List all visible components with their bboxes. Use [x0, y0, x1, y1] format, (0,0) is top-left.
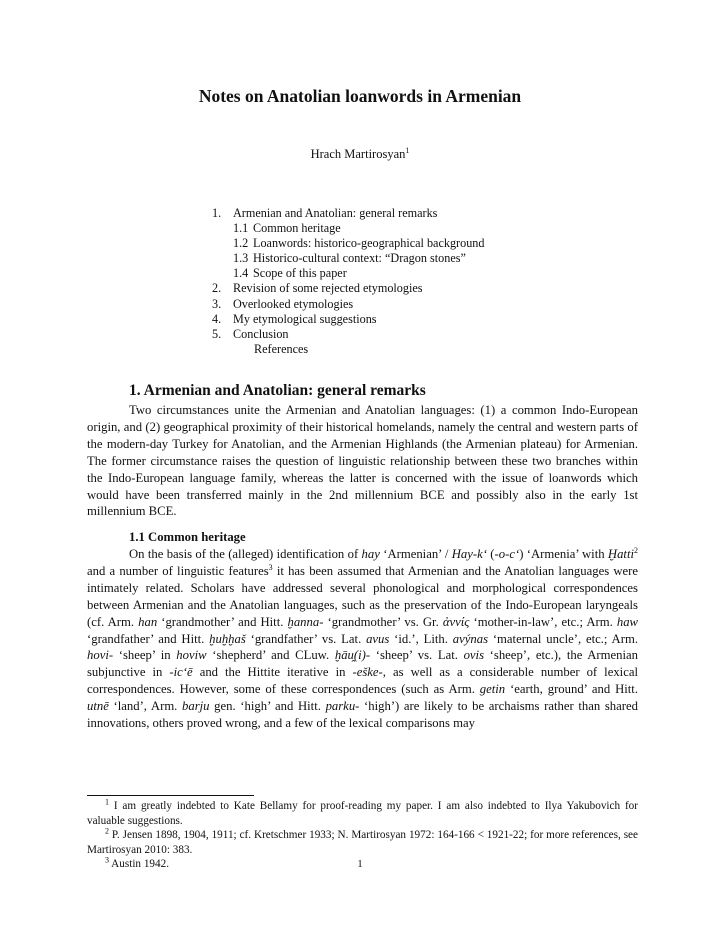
- subsection-heading: 1.1 Common heritage: [129, 530, 246, 544]
- toc-item-label: Scope of this paper: [253, 266, 347, 281]
- toc-item-number: 1.3: [233, 251, 249, 266]
- footnote: $^3$ Austin 1942.: [105, 855, 169, 871]
- footnote-number: 1: [105, 797, 109, 807]
- toc-item-label: My etymological suggestions: [233, 311, 377, 326]
- author-footnote-mark[interactable]: 1: [405, 145, 410, 155]
- footnote: $^1$ I am greatly indebted to Kate Bellamy for proof-reading my paper. I am also indebted to Ilya Yakubovich for valuable suggestions.: [87, 797, 638, 827]
- footnote-separator: [87, 795, 254, 796]
- page-number: 1: [357, 858, 363, 870]
- footnote-mark[interactable]: 3: [268, 562, 273, 572]
- section-heading: 1. Armenian and Anatolian: general remarks: [129, 382, 426, 399]
- toc-item-number: 5.: [212, 326, 222, 341]
- toc-item-number: 3.: [212, 296, 222, 311]
- subsection-paragraph: On the basis of the (alleged) identification of hay ‘Armenian’ / Hay-k‘ (-o-c‘) ‘Armenia’ with Ḫatti$^2$ and a number of linguistic features$^3$ it has been assumed that Armenian and the Anatolian languages were intimately related. Scholars have addressed several phonological and morphological correspondences between Armenian and the Anatolian languages, such as the preservation of the Indo-European laryngeals (cf. Arm. han ‘grandmother’ and Hitt. ḫanna- ‘grandmother’ vs. Gr. ἀννίς ‘mother-in-law’, etc.; Arm. haw ‘grandfather’ and Hitt. ḫuḫḫaš ‘grandfather’ vs. Lat. avus ‘id.’, Lith. avýnas ‘maternal uncle’, etc.; Arm. hovi- ‘sheep’ in hoviw ‘shepherd’ and CLuw. ḫāu̯(i)- ‘sheep’ vs. Lat. ovis ‘sheep’, etc.), the Armenian subjunctive in -ic‘ē and the Hittite iterative in -eške-, as well as a considerable number of lexical correspondences. However, some of these correspondences (such as Arm. getin ‘earth, ground’ and Hitt. utnē ‘land’, Arm. barju gen. ‘high’ and Hitt. parku- ‘high’) are likely to be archaisms rather than shared innovations, others proved wrong, and a few of the lexical comparisons may: [87, 545, 639, 731]
- footnote-number: 2: [105, 826, 109, 836]
- toc-item-number: 1.4: [233, 266, 249, 281]
- toc-item-number: 4.: [212, 311, 222, 326]
- toc-item-label: Overlooked etymologies: [233, 296, 354, 311]
- section-paragraph: Two circumstances unite the Armenian and Anatolian languages: (1) a common Indo-European origin, and (2) geographical proximity of their historical homelands, namely the central and western parts of the modern-day Turkey for Anatolian, and the Armenian Highlands (the Armenian plateau) for Armenian. The former circumstance raises the question of linguistic relationship between these two branches within the Indo-European language family, whereas the latter is concerned with the issue of loanwords which would have been transferred mainly in the 2nd millennium BCE and possibly also in the early 1st millennium BCE.: [87, 403, 638, 519]
- toc-item-number: 1.: [212, 206, 222, 220]
- toc-item-number: 2.: [212, 281, 222, 296]
- author-line: [0, 147, 720, 162]
- footnote-number: 3: [105, 855, 109, 865]
- footnote: $^2$ P. Jensen 1898, 1904, 1911; cf. Kretschmer 1933; N. Martirosyan 1972: 164-166 < 1921-22; for more references, see Martirosyan 2010: 383.: [87, 826, 638, 856]
- toc-item-label: Armenian and Anatolian: general remarks: [233, 206, 438, 220]
- footnote-mark[interactable]: 2: [634, 545, 639, 555]
- paper-title: Notes on Anatolian loanwords in Armenian: [198, 86, 522, 106]
- toc-item-label: Common heritage: [253, 221, 341, 236]
- toc-item-label: Loanwords: historico-geographical background: [253, 236, 485, 251]
- toc-item-number: 1.2: [233, 236, 249, 251]
- author-name: Hrach Martirosyan: [310, 147, 406, 161]
- toc-item-number: 1.1: [233, 221, 249, 236]
- toc-item-label: Historico-cultural context: “Dragon stones”: [253, 251, 466, 266]
- toc-item-label: Conclusion: [233, 326, 289, 341]
- toc-item-label: Revision of some rejected etymologies: [233, 281, 423, 296]
- toc-item-label: References: [254, 341, 309, 356]
